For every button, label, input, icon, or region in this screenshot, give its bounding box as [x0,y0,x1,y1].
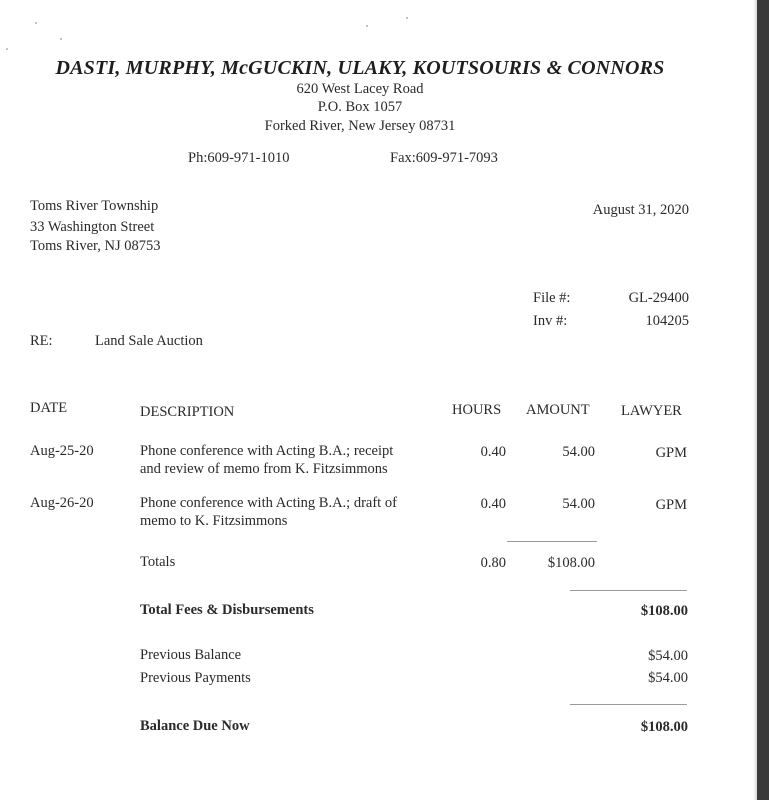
fax-number: Fax:609-971-7093 [390,150,498,166]
totals-amount: $108.00 [547,555,595,571]
recipient-street: 33 Washington Street [30,219,155,235]
invoice-number: 104205 [645,313,689,329]
header-date: DATE [30,400,68,416]
firm-name: DASTI, MURPHY, McGUCKIN, ULAKY, KOUTSOURIS & CONNORS [55,57,665,79]
recipient-city: Toms River, NJ 08753 [30,238,161,254]
recipient-name: Toms River Township [30,198,159,214]
row-hours: 0.40 [480,496,506,512]
file-label: File #: [533,290,571,306]
file-number: GL-29400 [628,290,689,306]
row-description-cont: and review of memo from K. Fitzsimmons [140,461,388,477]
previous-payments-label: Previous Payments [140,670,251,686]
re-label: RE: [30,333,53,349]
invoice-date: August 31, 2020 [592,202,689,218]
totals-label: Totals [140,554,176,570]
address-city: Forked River, New Jersey 08731 [264,118,456,134]
previous-payments-value: $54.00 [648,670,688,686]
row-hours: 0.40 [480,444,506,460]
row-date: Aug-26-20 [30,495,94,511]
totals-rule [507,541,597,542]
scan-speck [35,22,37,24]
total-fees-label: Total Fees & Disbursements [140,602,314,618]
balance-rule [570,704,687,705]
previous-balance-label: Previous Balance [140,647,242,663]
address-po-box: P.O. Box 1057 [317,99,403,115]
balance-due-label: Balance Due Now [140,718,250,734]
header-description: DESCRIPTION [140,404,235,420]
total-fees-value: $108.00 [640,603,688,619]
row-lawyer: GPM [655,445,687,461]
header-lawyer: LAWYER [621,403,682,419]
previous-balance-value: $54.00 [648,648,688,664]
totals-hours: 0.80 [480,555,506,571]
header-hours: HOURS [452,402,502,418]
header-amount: AMOUNT [526,402,590,418]
scan-speck [406,17,408,19]
page-edge [757,0,769,800]
fees-rule [570,590,687,591]
scan-speck [366,25,368,27]
row-description: Phone conference with Acting B.A.; draft of [140,495,397,511]
invoice-label: Inv #: [533,313,568,329]
scan-speck [6,48,8,50]
balance-due-value: $108.00 [640,719,688,735]
row-description-cont: memo to K. Fitzsimmons [140,513,288,529]
address-street: 620 West Lacey Road [296,81,424,97]
row-lawyer: GPM [655,497,687,513]
row-description: Phone conference with Acting B.A.; receipt [140,443,394,459]
scan-speck [60,38,62,40]
row-date: Aug-25-20 [30,443,94,459]
phone-number: Ph:609-971-1010 [188,150,290,166]
row-amount: 54.00 [562,444,595,460]
re-subject: Land Sale Auction [95,333,203,349]
row-amount: 54.00 [562,496,595,512]
